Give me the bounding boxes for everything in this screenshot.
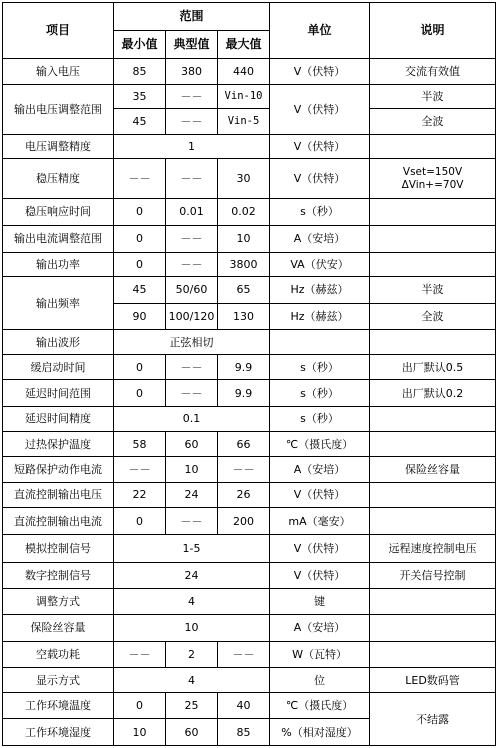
row-unit: s（秒） xyxy=(270,406,370,431)
row-note: LED数码管 xyxy=(370,667,496,692)
header-unit: 单位 xyxy=(270,3,370,59)
header-note: 说明 xyxy=(370,3,496,59)
header-range: 范围 xyxy=(114,3,270,31)
row-value: 1-5 xyxy=(114,535,270,562)
row-typ: 50/60 xyxy=(166,277,218,303)
row-max: 9.9 xyxy=(218,355,270,380)
row-unit: V（伏特） xyxy=(270,58,370,84)
row-min: 58 xyxy=(114,432,166,457)
row-unit: 位 xyxy=(270,667,370,692)
row-note xyxy=(370,199,496,225)
row-item: 稳压精度 xyxy=(3,158,114,198)
row-value: 4 xyxy=(114,667,270,692)
row-value: 0.1 xyxy=(114,406,270,431)
table-row xyxy=(3,507,496,534)
row-item: 输入电压 xyxy=(3,58,114,84)
table-row xyxy=(3,482,496,507)
row-unit: V（伏特） xyxy=(270,535,370,562)
row-item: 过热保护温度 xyxy=(3,432,114,457)
row-item: 工作环境湿度 xyxy=(3,719,114,746)
row-item: 空载功耗 xyxy=(3,641,114,667)
row-item: 输出电压调整范围 xyxy=(3,84,114,134)
row-max: 40 xyxy=(218,693,270,719)
row-item: 直流控制输出电压 xyxy=(3,482,114,507)
row-min: 22 xyxy=(114,482,166,507)
row-item: 保险丝容量 xyxy=(3,615,114,641)
row-typ: 60 xyxy=(166,432,218,457)
row-unit: Hz（赫兹） xyxy=(270,277,370,303)
table-row xyxy=(3,667,496,692)
row-typ: 0.01 xyxy=(166,199,218,225)
row-min: 35 xyxy=(114,84,166,108)
row-note: 半波 xyxy=(370,84,496,108)
row-min: 90 xyxy=(114,303,166,329)
row-max: 30 xyxy=(218,158,270,198)
row-max: 9.9 xyxy=(218,380,270,406)
table-row xyxy=(3,432,496,457)
row-max: 0.02 xyxy=(218,199,270,225)
row-unit: V（伏特） xyxy=(270,562,370,588)
row-note xyxy=(370,225,496,252)
header-min: 最小值 xyxy=(114,31,166,58)
row-note xyxy=(370,252,496,276)
row-min: 0 xyxy=(114,507,166,534)
row-unit: V（伏特） xyxy=(270,134,370,158)
note-line: Vset=150V xyxy=(402,165,463,178)
row-note xyxy=(370,432,496,457)
row-typ: －－ xyxy=(166,507,218,534)
row-unit: mA（毫安） xyxy=(270,507,370,534)
row-note: 全波 xyxy=(370,109,496,134)
row-item: 输出频率 xyxy=(3,277,114,330)
row-item: 调整方式 xyxy=(3,588,114,614)
row-typ: －－ xyxy=(166,252,218,276)
row-unit: ℃（摄氏度） xyxy=(270,432,370,457)
row-value: 1 xyxy=(114,134,270,158)
row-item: 工作环境温度 xyxy=(3,693,114,719)
row-item: 输出波形 xyxy=(3,329,114,354)
row-unit: ℃（摄氏度） xyxy=(270,693,370,719)
row-note: 远程速度控制电压 xyxy=(370,535,496,562)
header-item: 项目 xyxy=(3,3,114,59)
row-item: 电压调整精度 xyxy=(3,134,114,158)
row-note xyxy=(370,641,496,667)
note-line: ΔVin+=70V xyxy=(401,178,464,191)
row-unit: A（安培） xyxy=(270,225,370,252)
row-max: 440 xyxy=(218,58,270,84)
row-min: －－ xyxy=(114,457,166,482)
row-max: 66 xyxy=(218,432,270,457)
row-typ: 380 xyxy=(166,58,218,84)
row-unit: V（伏特） xyxy=(270,482,370,507)
row-item: 模拟控制信号 xyxy=(3,535,114,562)
row-max: Vin-10 xyxy=(218,84,270,108)
row-max: 10 xyxy=(218,225,270,252)
header-typ: 典型值 xyxy=(166,31,218,58)
row-item: 输出电流调整范围 xyxy=(3,225,114,252)
row-max: 65 xyxy=(218,277,270,303)
row-note: 出厂默认0.2 xyxy=(370,380,496,406)
row-value: 10 xyxy=(114,615,270,641)
row-min: 0 xyxy=(114,252,166,276)
row-max: 3800 xyxy=(218,252,270,276)
row-max: 130 xyxy=(218,303,270,329)
table-row xyxy=(3,84,496,108)
row-item: 直流控制输出电流 xyxy=(3,507,114,534)
table-row xyxy=(3,355,496,380)
table-row xyxy=(3,58,496,84)
table-row xyxy=(3,535,496,562)
row-unit: V（伏特） xyxy=(270,84,370,134)
row-typ: 60 xyxy=(166,719,218,746)
row-typ: －－ xyxy=(166,355,218,380)
table-row xyxy=(3,457,496,482)
row-item: 缓启动时间 xyxy=(3,355,114,380)
row-note: 半波 xyxy=(370,277,496,303)
row-min: 0 xyxy=(114,199,166,225)
row-max: 26 xyxy=(218,482,270,507)
row-item: 稳压响应时间 xyxy=(3,199,114,225)
row-unit: %（相对湿度） xyxy=(270,719,370,746)
row-unit: s（秒） xyxy=(270,199,370,225)
row-note: 开关信号控制 xyxy=(370,562,496,588)
row-max: －－ xyxy=(218,457,270,482)
row-note xyxy=(370,482,496,507)
row-typ: －－ xyxy=(166,380,218,406)
row-unit: A（安培） xyxy=(270,615,370,641)
row-typ: 2 xyxy=(166,641,218,667)
row-note xyxy=(370,507,496,534)
row-min: 45 xyxy=(114,277,166,303)
row-value: 4 xyxy=(114,588,270,614)
row-max: 200 xyxy=(218,507,270,534)
row-typ: －－ xyxy=(166,225,218,252)
header-max: 最大值 xyxy=(218,31,270,58)
row-typ: 24 xyxy=(166,482,218,507)
row-note xyxy=(370,406,496,431)
spec-table xyxy=(2,2,496,746)
row-note: 不结露 xyxy=(370,693,496,746)
table-row xyxy=(3,615,496,641)
row-note xyxy=(370,588,496,614)
row-max: 85 xyxy=(218,719,270,746)
row-min: 0 xyxy=(114,380,166,406)
row-typ: 100/120 xyxy=(166,303,218,329)
table-row xyxy=(3,693,496,719)
row-min: 0 xyxy=(114,355,166,380)
table-row xyxy=(3,252,496,276)
row-note: 保险丝容量 xyxy=(370,457,496,482)
row-max: －－ xyxy=(218,641,270,667)
row-note xyxy=(370,158,496,198)
row-item: 延迟时间精度 xyxy=(3,406,114,431)
row-unit: 键 xyxy=(270,588,370,614)
table-row xyxy=(3,641,496,667)
table-header-row xyxy=(3,3,496,31)
row-unit: s（秒） xyxy=(270,380,370,406)
row-min: －－ xyxy=(114,158,166,198)
row-note xyxy=(370,134,496,158)
table-row xyxy=(3,225,496,252)
row-item: 延迟时间范围 xyxy=(3,380,114,406)
row-unit: W（瓦特） xyxy=(270,641,370,667)
table-row xyxy=(3,158,496,198)
table-row xyxy=(3,562,496,588)
row-note: 出厂默认0.5 xyxy=(370,355,496,380)
row-typ: 10 xyxy=(166,457,218,482)
table-row xyxy=(3,277,496,303)
row-min: 45 xyxy=(114,109,166,134)
row-unit: V（伏特） xyxy=(270,158,370,198)
row-item: 输出功率 xyxy=(3,252,114,276)
row-note: 全波 xyxy=(370,303,496,329)
row-note: 交流有效值 xyxy=(370,58,496,84)
table-row xyxy=(3,329,496,354)
table-row xyxy=(3,380,496,406)
row-typ: －－ xyxy=(166,109,218,134)
row-note xyxy=(370,329,496,354)
table-row xyxy=(3,588,496,614)
row-min: 0 xyxy=(114,225,166,252)
table-row xyxy=(3,134,496,158)
row-max: Vin-5 xyxy=(218,109,270,134)
table-row xyxy=(3,199,496,225)
table-row xyxy=(3,406,496,431)
row-min: 0 xyxy=(114,693,166,719)
row-value: 24 xyxy=(114,562,270,588)
row-typ: 25 xyxy=(166,693,218,719)
row-typ: －－ xyxy=(166,158,218,198)
row-unit: VA（伏安） xyxy=(270,252,370,276)
row-typ: －－ xyxy=(166,84,218,108)
row-min: －－ xyxy=(114,641,166,667)
row-unit: A（安培） xyxy=(270,457,370,482)
row-unit: s（秒） xyxy=(270,355,370,380)
row-item: 数字控制信号 xyxy=(3,562,114,588)
row-item: 短路保护动作电流 xyxy=(3,457,114,482)
row-min: 10 xyxy=(114,719,166,746)
row-note xyxy=(370,615,496,641)
row-value: 正弦相切 xyxy=(114,329,270,354)
row-unit xyxy=(270,329,370,354)
row-item: 显示方式 xyxy=(3,667,114,692)
row-min: 85 xyxy=(114,58,166,84)
row-unit: Hz（赫兹） xyxy=(270,303,370,329)
